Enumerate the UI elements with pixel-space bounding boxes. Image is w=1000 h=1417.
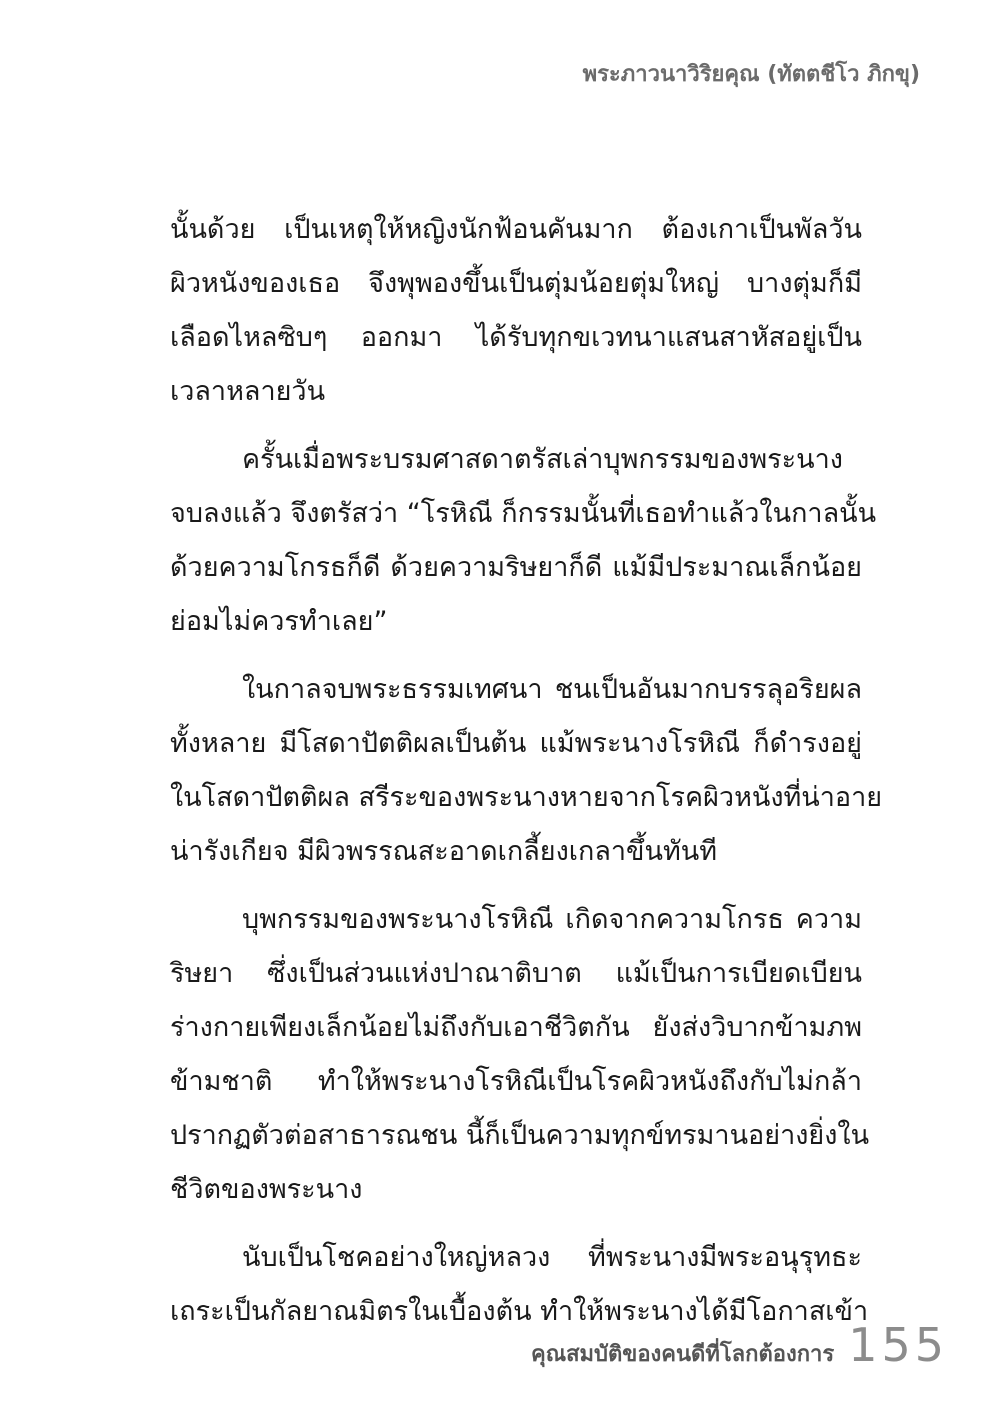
- text-line: เลือดไหลซิบๆ ออกมา ได้รับทุกขเวทนาแสนสาหัสอยู่เป็น: [170, 322, 862, 353]
- text-line: ปรากฏตัวต่อสาธารณชน นี้ก็เป็นความทุกข์ทรมานอย่างยิ่งใน: [170, 1120, 870, 1151]
- text-line: ทั้งหลาย มีโสดาปัตติผลเป็นต้น แม้พระนางโรหิณี ก็ดำรงอยู่: [170, 728, 862, 759]
- text-line: ครั้นเมื่อพระบรมศาสดาตรัสเล่าบุพกรรมของพระนาง: [242, 444, 843, 475]
- running-header: พระภาวนาวิริยคุณ (ทัตตชีโว ภิกขุ): [582, 62, 920, 87]
- text-line: ด้วยความโกรธก็ดี ด้วยความริษยาก็ดี แม้มีประมาณเล็กน้อย: [170, 552, 862, 583]
- text-line: เถระเป็นกัลยาณมิตรในเบื้องต้น ทำให้พระนางได้มีโอกาสเข้า: [170, 1296, 869, 1327]
- text-line: ในโสดาปัตติผล สรีระของพระนางหายจากโรคผิวหนังที่น่าอาย: [170, 782, 883, 813]
- text-line: ชีวิตของพระนาง: [170, 1174, 363, 1205]
- book-title: คุณสมบัติของคนดีที่โลกต้องการ: [530, 1342, 835, 1367]
- text-line: ริษยา ซึ่งเป็นส่วนแห่งปาณาติบาต แม้เป็นการเบียดเบียน: [170, 958, 862, 989]
- text-line: ในกาลจบพระธรรมเทศนา ชนเป็นอันมากบรรลุอริยผล: [242, 674, 862, 705]
- paragraph-4: [170, 893, 870, 1217]
- paragraph-3: [170, 663, 883, 879]
- text-line: ข้ามชาติ ทำให้พระนางโรหิณีเป็นโรคผิวหนังถึงกับไม่กล้า: [170, 1066, 862, 1097]
- text-line: เวลาหลายวัน: [170, 376, 326, 407]
- page-number: 155: [848, 1318, 948, 1372]
- paragraph-2: [170, 433, 877, 649]
- running-footer: [531, 1318, 948, 1372]
- body-text: [170, 203, 883, 1353]
- text-line: ย่อมไม่ควรทำเลย”: [170, 606, 388, 637]
- text-line: น่ารังเกียจ มีผิวพรรณสะอาดเกลี้ยงเกลาขึ้นทันที: [170, 836, 718, 867]
- paragraph-1: [170, 203, 862, 419]
- text-line: จบลงแล้ว จึงตรัสว่า “โรหิณี ก็กรรมนั้นที่เธอทำแล้วในกาลนั้น: [170, 498, 877, 529]
- text-line: ผิวหนังของเธอ จึงพุพองขึ้นเป็นตุ่มน้อยตุ่มใหญ่ บางตุ่มก็มี: [170, 268, 862, 299]
- text-line: บุพกรรมของพระนางโรหิณี เกิดจากความโกรธ ความ: [242, 904, 862, 935]
- text-line: นั้นด้วย เป็นเหตุให้หญิงนักฟ้อนคันมาก ต้องเกาเป็นพัลวัน: [170, 214, 862, 245]
- text-line: นับเป็นโชคอย่างใหญ่หลวง ที่พระนางมีพระอนุรุทธะ: [242, 1242, 862, 1273]
- text-line: ร่างกายเพียงเล็กน้อยไม่ถึงกับเอาชีวิตกัน ยังส่งวิบากข้ามภพ: [170, 1012, 862, 1043]
